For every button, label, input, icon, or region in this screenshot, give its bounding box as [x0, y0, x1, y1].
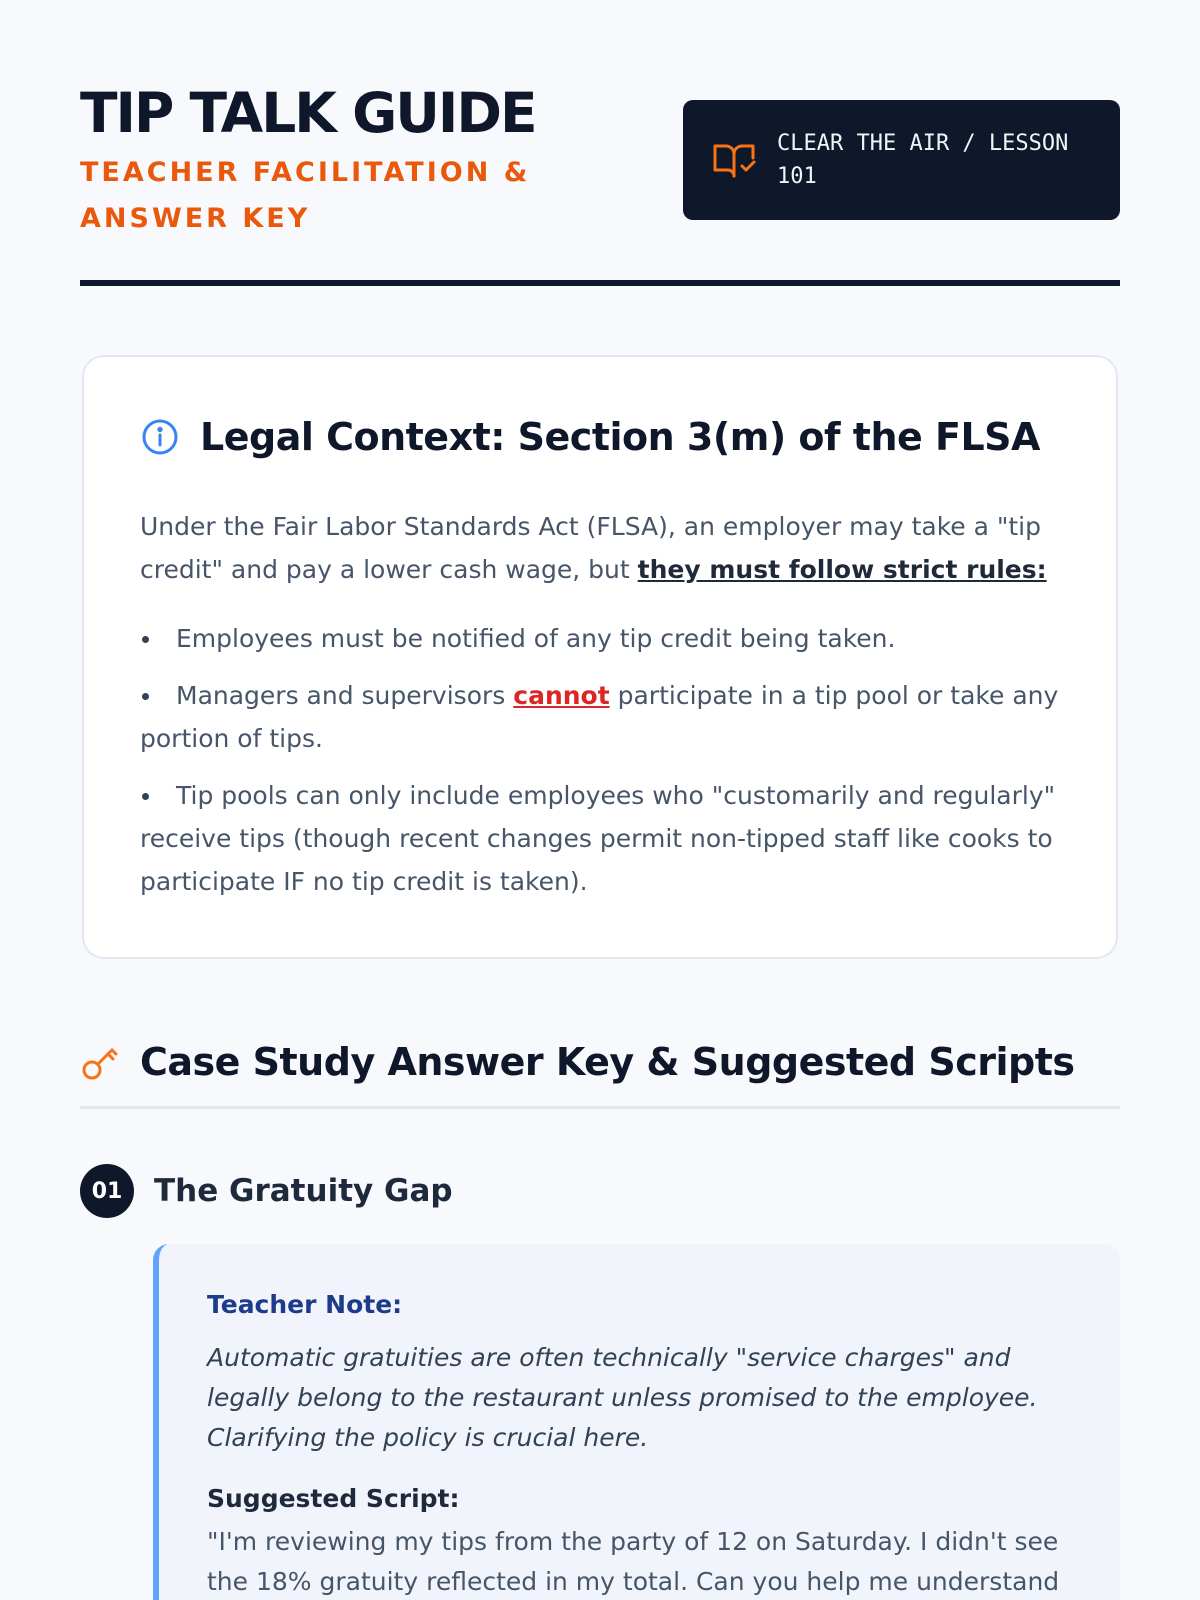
legal-card-title: Legal Context: Section 3(m) of the FLSA — [200, 415, 1040, 459]
rule-item — [140, 674, 1064, 760]
legal-intro — [140, 505, 1064, 591]
key-icon — [80, 1042, 120, 1082]
cannot-emphasis: cannot — [513, 681, 610, 710]
page-subtitle: TEACHER FACILITATION & ANSWER KEY — [80, 157, 531, 234]
book-open-check-icon — [711, 136, 759, 184]
header-divider — [80, 280, 1120, 286]
rule-text: participate in a tip pool or take any portion of tips. — [140, 681, 1059, 753]
case-title: The Gratuity Gap — [154, 1173, 453, 1209]
suggested-script-label: Suggested Script: — [207, 1484, 460, 1513]
lesson-badge — [683, 100, 1120, 220]
teacher-note-label: Teacher Note: — [207, 1290, 403, 1319]
legal-intro-text: Under the Fair Labor Standards Act (FLSA), an employer may take a "tip credit" and pay a lower cash wage, but — [140, 512, 1042, 584]
rule-text: Managers and supervisors — [176, 681, 514, 710]
case-study-title: Case Study Answer Key & Suggested Scripts — [140, 1040, 1075, 1084]
rule-text: Employees must be notified of any tip credit being taken. — [176, 624, 896, 653]
section-divider — [80, 1106, 1120, 1109]
suggested-script-text: "I'm reviewing my tips from the party of 12 on Saturday. I didn't see the 18% gratuity reflected in my total. Can you help me understand — [207, 1527, 1060, 1596]
case-header — [80, 1164, 453, 1218]
teacher-note-box — [153, 1244, 1120, 1600]
rule-text: Tip pools can only include employees who "customarily and regularly" receive tips (though recent changes permit non-tipped staff like cooks to participate IF no tip credit is taken). — [140, 781, 1056, 896]
page-title: TIP TALK GUIDE — [80, 81, 536, 145]
legal-card-header — [140, 415, 1040, 459]
rule-item — [140, 617, 1064, 660]
teacher-note-text: Automatic gratuities are often technically "service charges" and legally belong to the restaurant unless promised to the employee. Clarifying the policy is crucial here. — [207, 1343, 1038, 1452]
header — [80, 0, 1120, 286]
legal-card-body — [140, 505, 1064, 917]
strict-rules-emphasis: they must follow strict rules: — [637, 555, 1047, 584]
rule-item — [140, 774, 1064, 903]
legal-context-card — [82, 355, 1118, 959]
legal-rules-list — [140, 617, 1064, 903]
case-study-header — [80, 1040, 1120, 1084]
info-icon — [140, 417, 180, 457]
case-number-badge: 01 — [80, 1164, 134, 1218]
lesson-badge-text: CLEAR THE AIR / LESSON 101 — [777, 131, 1069, 189]
